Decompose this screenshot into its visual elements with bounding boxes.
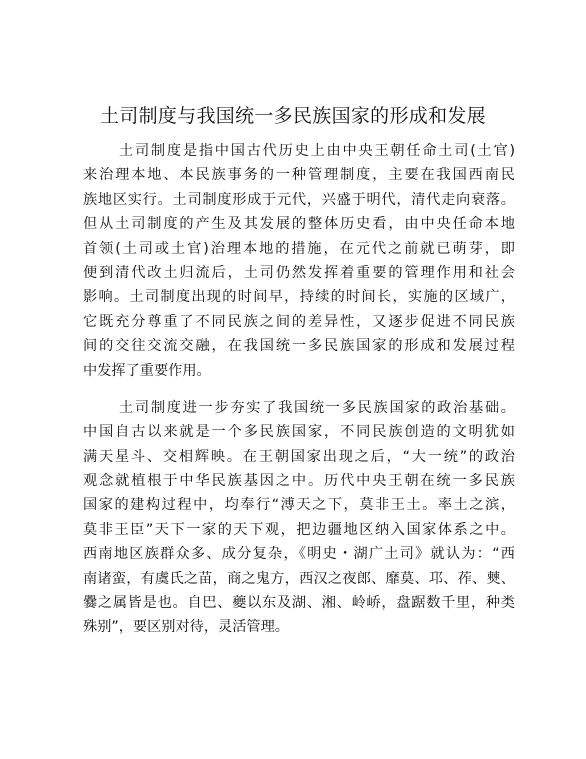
paragraph-line: 南诸蛮，有虞氏之苗，商之鬼方，西汉之夜郎、靡莫、邛、莋、僰、: [83, 570, 515, 587]
paragraph-line: 它既充分尊重了不同民族之间的差异性，又逐步促进不同民族: [83, 313, 515, 330]
paragraph-line: 观念就植根于中华民族基因之中。历代中央王朝在统一多民族: [83, 473, 515, 490]
paragraph-spacer: [83, 383, 515, 396]
paragraph-line: 来治理本地、本民族事务的一种管理制度，主要在我国西南民: [83, 167, 515, 184]
document-body: [83, 139, 515, 640]
paragraph-line: 满天星斗、交相辉映。在王朝国家出现之后，“大一统”的政治: [83, 448, 515, 465]
paragraph-line: 中发挥了重要作用。: [83, 362, 211, 379]
paragraph-2: [83, 396, 515, 640]
paragraph-line: 土司制度是指中国古代历史上由中央王朝任命土司(土官): [119, 143, 515, 159]
paragraph-line: 族地区实行。土司制度形成于元代，兴盛于明代，清代走向衰落。: [83, 191, 515, 208]
paragraph-line: 土司制度进一步夯实了我国统一多民族国家的政治基础。: [119, 399, 515, 416]
paragraph-1: [83, 139, 515, 383]
document-title: 土司制度与我国统一多民族国家的形成和发展: [99, 105, 486, 127]
paragraph-line: 便到清代改土归流后，土司仍然发挥着重要的管理作用和社会: [83, 264, 515, 281]
paragraph-line: 殊别”，要区别对待，灵活管理。: [83, 619, 289, 636]
paragraph-line: 影响。土司制度出现的时间早，持续的时间长，实施的区域广，: [83, 289, 515, 306]
paragraph-line: 西南地区族群众多、成分复杂，《明史・湖广土司》就认为：“西: [83, 546, 515, 563]
paragraph-line: 莫非王臣”天下一家的天下观，把边疆地区纳入国家体系之中。: [83, 521, 515, 538]
paragraph-line: 首领(土司或土官)治理本地的措施，在元代之前就已萌芽，即: [83, 240, 515, 257]
paragraph-line: 中国自古以来就是一个多民族国家，不同民族创造的文明犹如: [83, 424, 515, 441]
paragraph-line: 爨之属皆是也。自巴、夔以东及湖、湘、岭峤，盘踞数千里，种类: [83, 595, 515, 612]
paragraph-line: 间的交往交流交融，在我国统一多民族国家的形成和发展过程: [83, 338, 515, 355]
paragraph-line: 国家的建构过程中，均奉行“溥天之下，莫非王土。率土之滨，: [83, 497, 515, 514]
paragraph-line: 但从土司制度的产生及其发展的整体历史看，由中央任命本地: [83, 216, 515, 233]
